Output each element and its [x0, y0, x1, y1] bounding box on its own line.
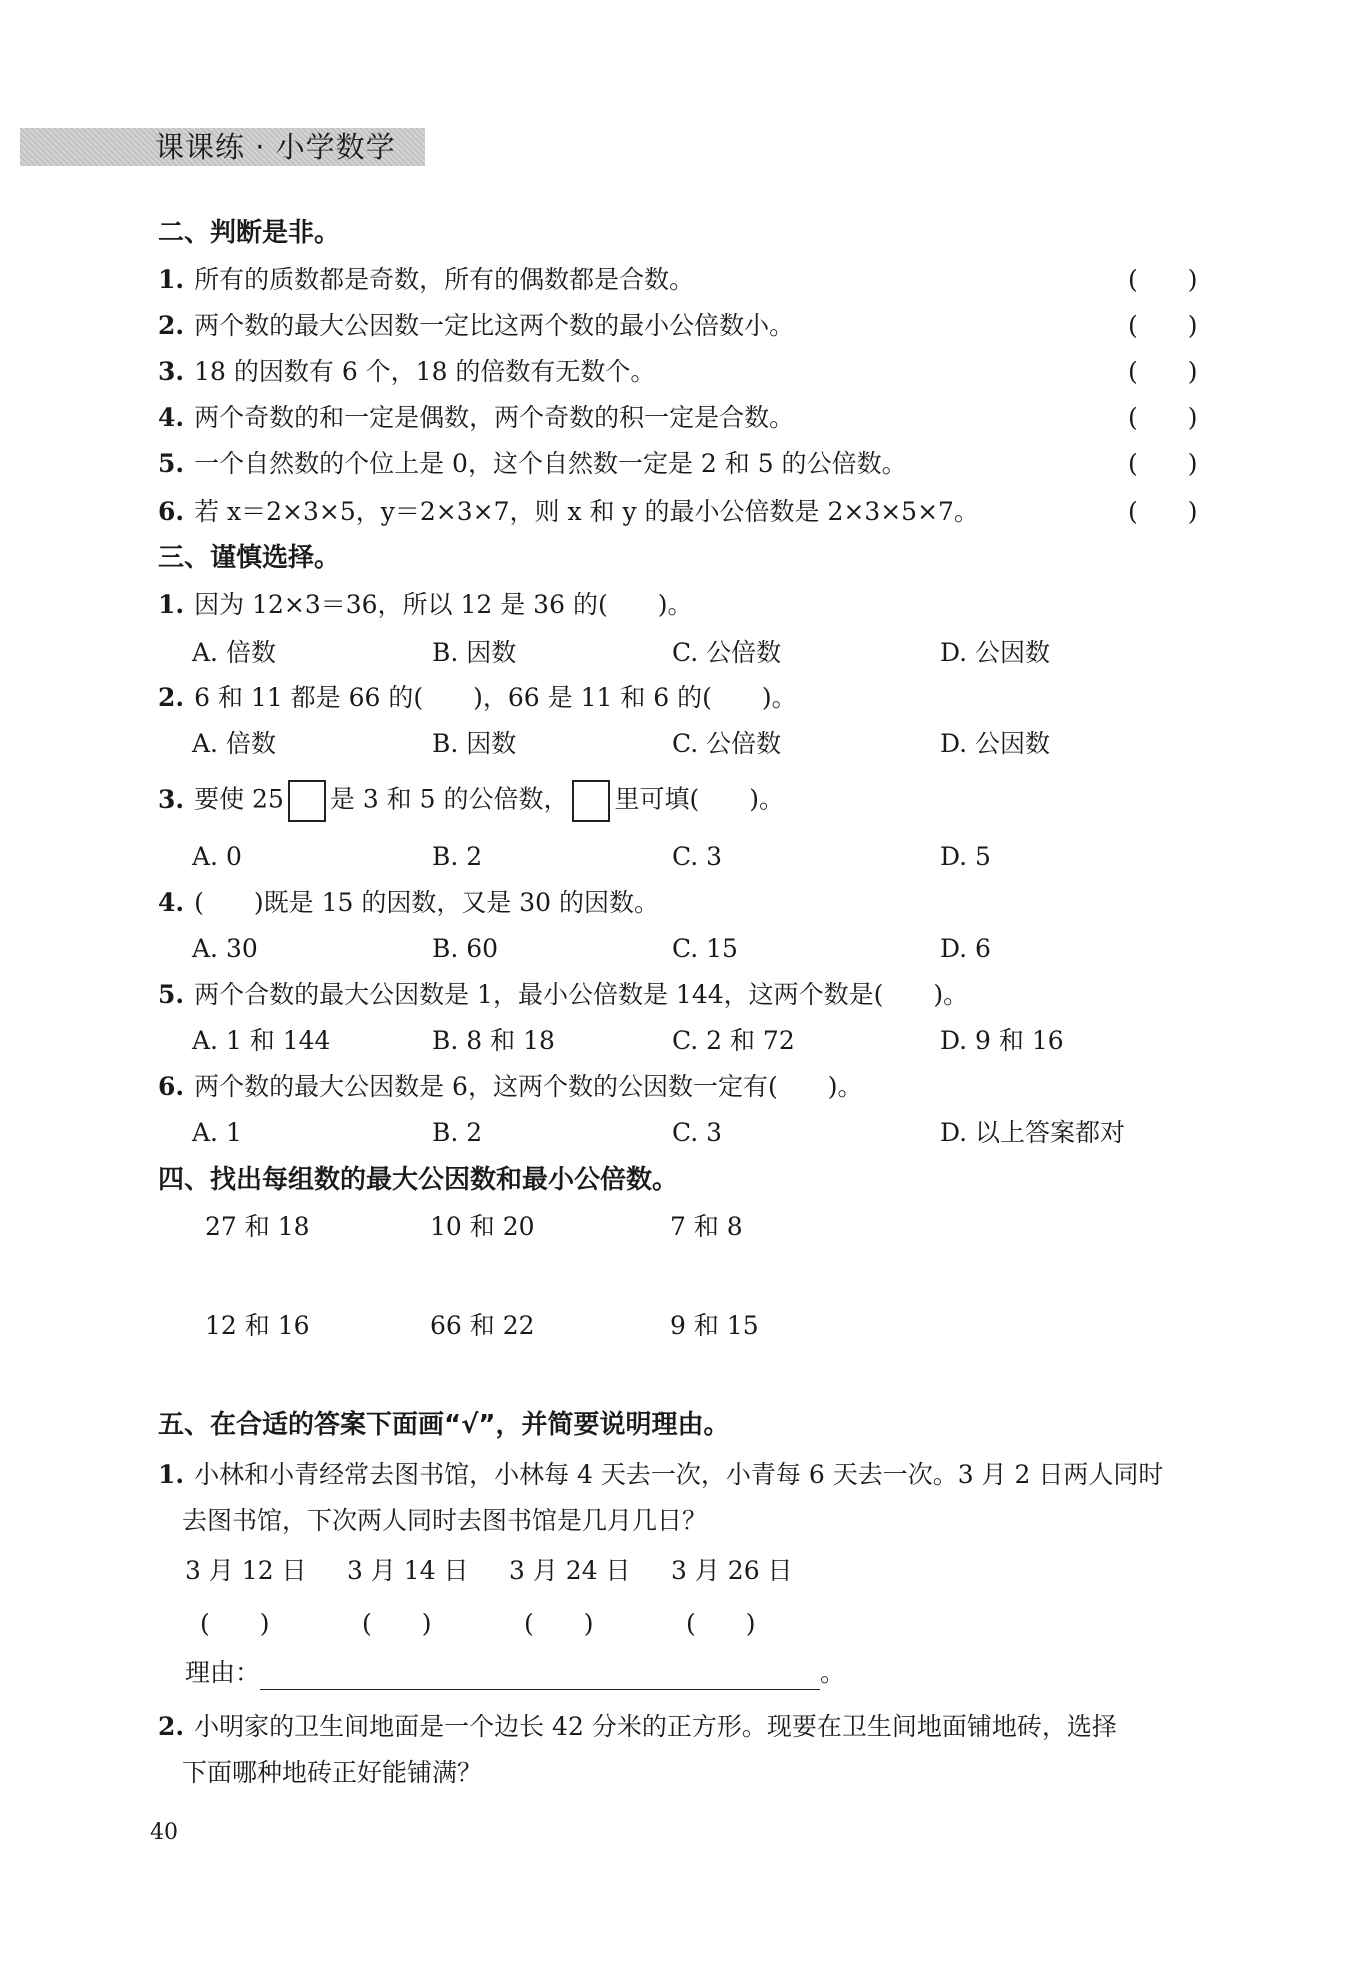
- check-paren[interactable]: ( ): [686, 1609, 756, 1638]
- check-paren[interactable]: ( ): [362, 1609, 432, 1638]
- option-a[interactable]: A. 倍数: [192, 638, 276, 667]
- item-number: 4.: [158, 888, 185, 917]
- choice-question-1: [158, 588, 692, 622]
- option-c[interactable]: C. 2 和 72: [672, 1026, 795, 1055]
- problem-text: 小林和小青经常去图书馆，小林每 4 天去一次，小青每 6 天去一次。3 月 2 日两人同时: [194, 1460, 1164, 1489]
- choice-question-3: [158, 780, 784, 822]
- option-a[interactable]: A. 倍数: [192, 729, 276, 758]
- option-a[interactable]: A. 30: [192, 934, 258, 963]
- item-number: 6.: [158, 497, 185, 526]
- answer-paren[interactable]: ( ): [1128, 449, 1198, 478]
- judge-item-2: [158, 309, 794, 343]
- question-text-a: 要使 25: [194, 784, 284, 814]
- option-b[interactable]: B. 2: [432, 1118, 483, 1147]
- item-text: 一个自然数的个位上是 0，这个自然数一定是 2 和 5 的公倍数。: [194, 449, 907, 478]
- option-d[interactable]: D. 以上答案都对: [940, 1118, 1126, 1147]
- number-group: 9 和 15: [670, 1311, 759, 1340]
- reason-label: 理由：: [185, 1658, 261, 1687]
- judge-item-5: [158, 447, 907, 481]
- option-b[interactable]: B. 因数: [432, 638, 517, 667]
- option-a[interactable]: A. 0: [192, 842, 242, 871]
- item-text: 若 x＝2×3×5，y＝2×3×7，则 x 和 y 的最小公倍数是 2×3×5×7。: [194, 497, 979, 526]
- option-d[interactable]: D. 公因数: [940, 638, 1051, 667]
- item-number: 5.: [158, 449, 185, 478]
- item-number: 6.: [158, 1072, 185, 1101]
- option-b[interactable]: B. 2: [432, 842, 483, 871]
- option-c[interactable]: C. 3: [672, 1118, 723, 1147]
- option-d[interactable]: D. 公因数: [940, 729, 1051, 758]
- date-option: 3 月 12 日: [185, 1556, 307, 1585]
- judge-item-3: [158, 355, 655, 389]
- problem-2-line-2: 下面哪种地砖正好能铺满？: [182, 1758, 483, 1787]
- judge-item-1: [158, 263, 694, 297]
- question-text: ( )既是 15 的因数，又是 30 的因数。: [194, 888, 660, 917]
- option-b[interactable]: B. 因数: [432, 729, 517, 758]
- item-number: 1.: [158, 590, 185, 619]
- option-c[interactable]: C. 15: [672, 934, 738, 963]
- choice-question-4: [158, 886, 659, 920]
- answer-box[interactable]: [572, 780, 610, 822]
- question-text-b: 是 3 和 5 的公倍数，: [329, 784, 569, 814]
- item-number: 2.: [158, 1712, 185, 1741]
- problem-1-line-1: [158, 1458, 1163, 1492]
- option-a[interactable]: A. 1 和 144: [192, 1026, 331, 1055]
- option-d[interactable]: D. 5: [940, 842, 991, 871]
- choice-question-6: [158, 1070, 862, 1104]
- question-text: 两个数的最大公因数是 6，这两个数的公因数一定有( )。: [194, 1072, 863, 1101]
- question-text-c: 里可填( )。: [614, 784, 784, 814]
- item-text: 两个奇数的和一定是偶数，两个奇数的积一定是合数。: [194, 403, 795, 432]
- reason-input-line[interactable]: [260, 1661, 820, 1690]
- answer-paren[interactable]: ( ): [1128, 403, 1198, 432]
- item-number: 4.: [158, 403, 185, 432]
- answer-paren[interactable]: ( ): [1128, 497, 1198, 526]
- item-number: 1.: [158, 1460, 185, 1489]
- problem-1-line-2: 去图书馆，下次两人同时去图书馆是几月几日？: [182, 1506, 708, 1535]
- number-group: 10 和 20: [430, 1212, 535, 1241]
- date-option: 3 月 26 日: [671, 1556, 793, 1585]
- item-number: 1.: [158, 265, 185, 294]
- choice-question-5: [158, 978, 968, 1012]
- number-group: 27 和 18: [205, 1212, 310, 1241]
- number-group: 66 和 22: [430, 1311, 535, 1340]
- number-group: 7 和 8: [670, 1212, 743, 1241]
- item-text: 18 的因数有 6 个，18 的倍数有无数个。: [194, 357, 656, 386]
- option-d[interactable]: D. 9 和 16: [940, 1026, 1064, 1055]
- section-2-title: 二、判断是非。: [158, 218, 341, 248]
- item-number: 2.: [158, 683, 185, 712]
- item-number: 2.: [158, 311, 185, 340]
- option-b[interactable]: B. 8 和 18: [432, 1026, 555, 1055]
- item-number: 3.: [158, 784, 185, 814]
- option-a[interactable]: A. 1: [192, 1118, 242, 1147]
- item-number: 5.: [158, 980, 185, 1009]
- section-5-title: 五、在合适的答案下面画“√”，并简要说明理由。: [158, 1410, 730, 1440]
- answer-box[interactable]: [288, 780, 326, 822]
- judge-item-6: [158, 495, 979, 529]
- problem-2-line-1: [158, 1710, 1117, 1744]
- option-c[interactable]: C. 3: [672, 842, 723, 871]
- date-option: 3 月 14 日: [347, 1556, 469, 1585]
- question-text: 6 和 11 都是 66 的( )，66 是 11 和 6 的( )。: [194, 683, 797, 712]
- option-c[interactable]: C. 公倍数: [672, 729, 782, 758]
- answer-paren[interactable]: ( ): [1128, 357, 1198, 386]
- number-group: 12 和 16: [205, 1311, 310, 1340]
- judge-item-4: [158, 401, 794, 435]
- reason-end: 。: [820, 1658, 846, 1687]
- option-d[interactable]: D. 6: [940, 934, 991, 963]
- section-3-title: 三、谨慎选择。: [158, 543, 341, 573]
- item-number: 3.: [158, 357, 185, 386]
- answer-paren[interactable]: ( ): [1128, 311, 1198, 340]
- date-option: 3 月 24 日: [509, 1556, 631, 1585]
- page-number: 40: [150, 1820, 178, 1845]
- header-title: 课课练 · 小学数学: [155, 130, 396, 164]
- answer-paren[interactable]: ( ): [1128, 265, 1198, 294]
- question-text: 因为 12×3＝36，所以 12 是 36 的( )。: [194, 590, 693, 619]
- item-text: 两个数的最大公因数一定比这两个数的最小公倍数小。: [194, 311, 795, 340]
- check-paren[interactable]: ( ): [524, 1609, 594, 1638]
- section-4-title: 四、找出每组数的最大公因数和最小公倍数。: [158, 1165, 679, 1195]
- reason-row: [185, 1656, 845, 1690]
- option-b[interactable]: B. 60: [432, 934, 499, 963]
- check-paren[interactable]: ( ): [200, 1609, 270, 1638]
- item-text: 所有的质数都是奇数，所有的偶数都是合数。: [194, 265, 695, 294]
- problem-text: 小明家的卫生间地面是一个边长 42 分米的正方形。现要在卫生间地面铺地砖，选择: [194, 1712, 1117, 1741]
- choice-question-2: [158, 681, 797, 715]
- question-text: 两个合数的最大公因数是 1，最小公倍数是 144，这两个数是( )。: [194, 980, 969, 1009]
- option-c[interactable]: C. 公倍数: [672, 638, 782, 667]
